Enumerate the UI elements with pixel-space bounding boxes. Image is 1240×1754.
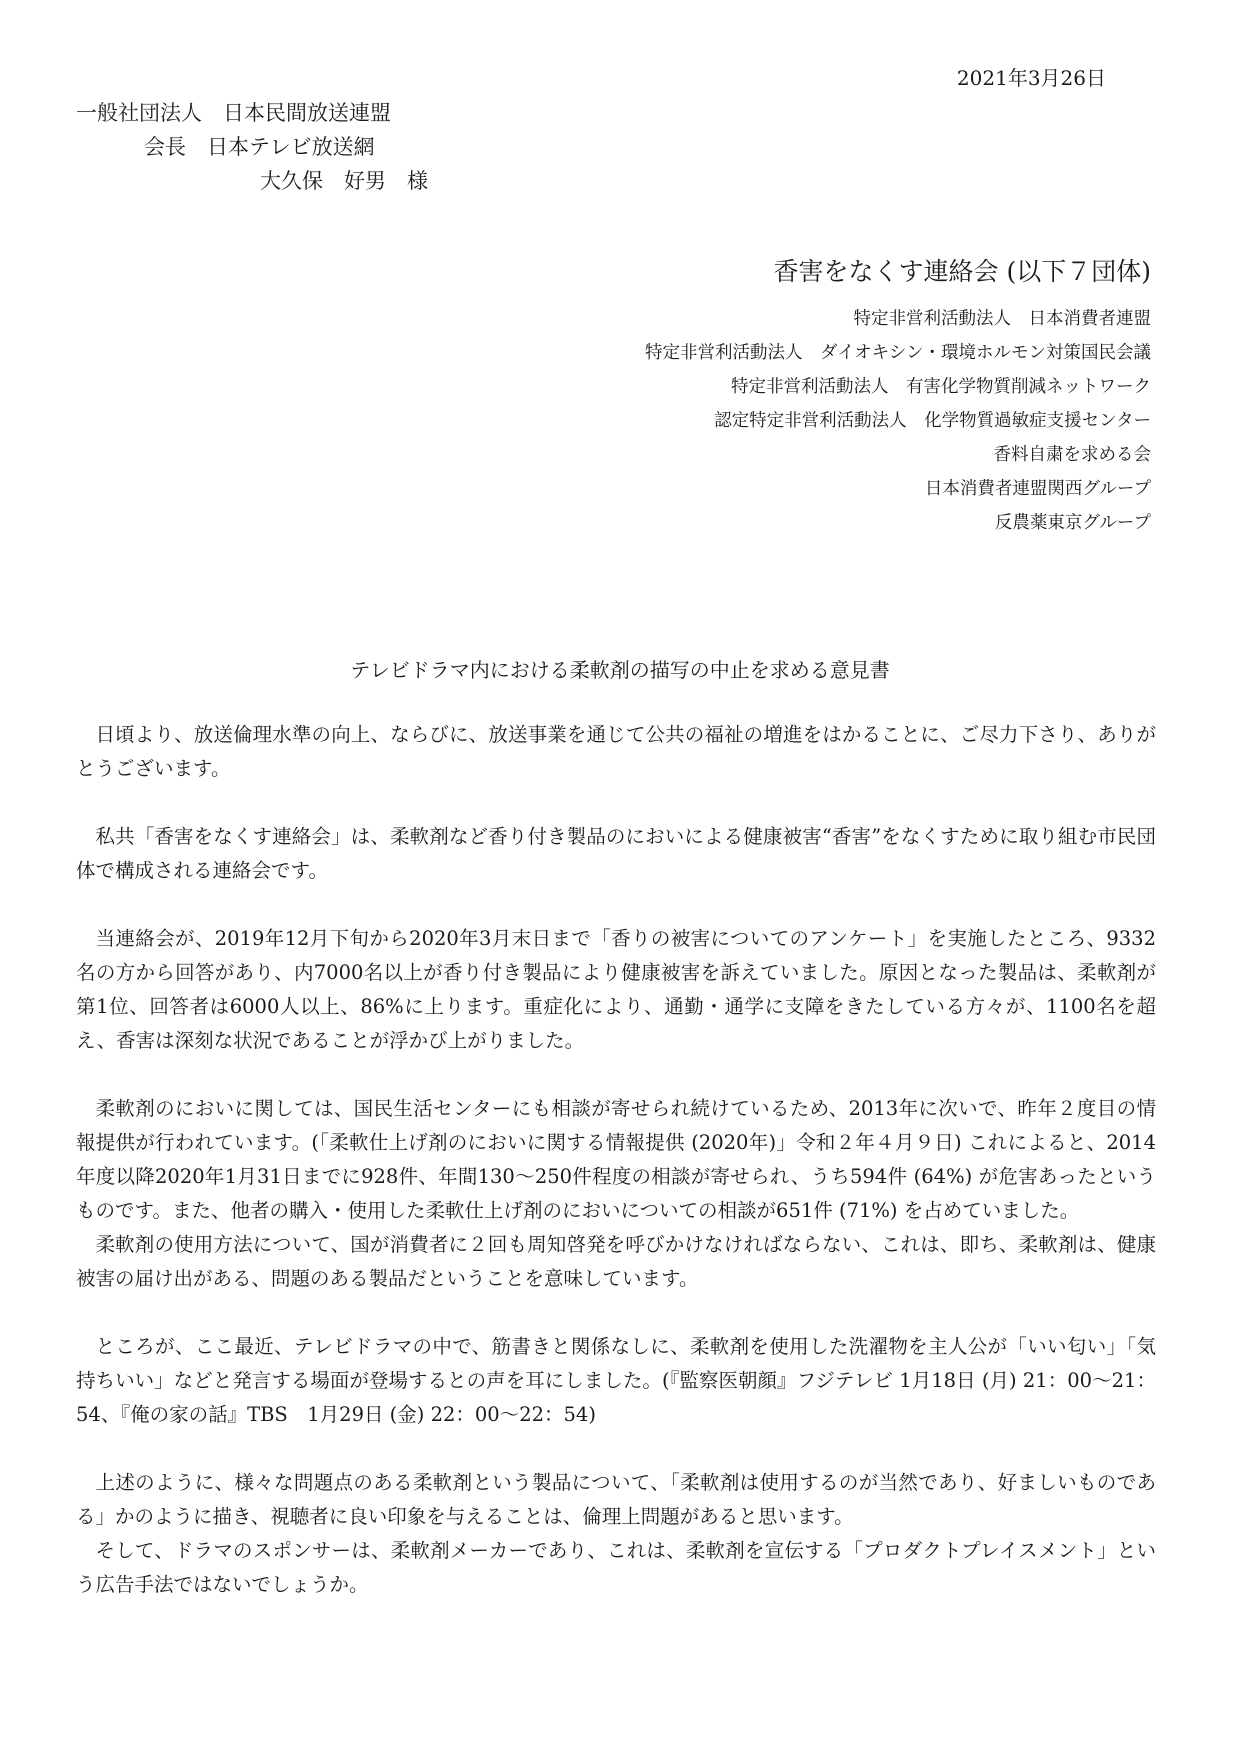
body-paragraph: 柔軟剤の使用方法について、国が消費者に２回も周知啓発を呼びかけなければならない、これは、即ち、柔軟剤は、健康被害の届け出がある、問題のある製品だということを意味しています。 <box>76 1233 1156 1290</box>
sender-member: 反農薬東京グループ <box>994 513 1151 533</box>
sender-member: 特定非営利活動法人 ダイオキシン・環境ホルモン対策国民会議 <box>644 343 1151 363</box>
body-paragraph: ところが、ここ最近、テレビドラマの中で、筋書きと関係なしに、柔軟剤を使用した洗濯物を主人公が「いい匂い」「気持ちいい」などと発言する場面が登場するとの声を耳にしました。(『監察医朝顔』フジテレビ 1月18日 (月) 21：00～21：54、『俺の家の話』TBS 1月29日 (金) 22：00～22：54) <box>76 1335 1156 1426</box>
body-paragraph: 上述のように、様々な問題点のある柔軟剤という製品について、「柔軟剤は使用するのが当然であり、好ましいものである」かのように描き、視聴者に良い印象を与えることは、倫理上問題があると思います。 <box>76 1471 1156 1528</box>
addressee-organization: 一般社団法人 日本民間放送連盟 <box>76 101 391 125</box>
sender-block <box>645 252 1151 540</box>
sender-member: 認定特定非営利活動法人 化学物質過敏症支援センター <box>714 411 1151 431</box>
body-paragraph: 日頃より、放送倫理水準の向上、ならびに、放送事業を通じて公共の福祉の増進をはかることに、ご尽力下さり、ありがとうございます。 <box>76 723 1156 780</box>
addressee-position: 会長 日本テレビ放送網 <box>144 135 375 159</box>
body-paragraph: そして、ドラマのスポンサーは、柔軟剤メーカーであり、これは、柔軟剤を宣伝する「プロダクトプレイスメント」という広告手法ではないでしょうか。 <box>76 1539 1156 1596</box>
sender-name: 香害をなくす連絡会 (以下７団体) <box>773 257 1151 286</box>
sender-member: 特定非営利活動法人 有害化学物質削減ネットワーク <box>731 377 1151 397</box>
addressee-name: 大久保 好男 様 <box>260 169 428 193</box>
sender-member: 特定非営利活動法人 日本消費者連盟 <box>853 309 1151 329</box>
body-paragraph: 私共「香害をなくす連絡会」は、柔軟剤など香り付き製品のにおいによる健康被害“香害”をなくすために取り組む市民団体で構成される連絡会です。 <box>76 825 1156 882</box>
body-paragraph: 当連絡会が、2019年12月下旬から2020年3月末日まで「香りの被害についてのアンケート」を実施したところ、9332名の方から回答があり、内7000名以上が香り付き製品により健康被害を訴えていました。原因となった製品は、柔軟剤が第1位、回答者は6000人以上、86%に上ります。重症化により、通勤・通学に支障をきたしている方々が、1100名を超え、香害は深刻な状況であることが浮かび上がりました。 <box>76 927 1156 1052</box>
letter-body <box>76 718 1156 1602</box>
body-paragraph: 柔軟剤のにおいに関しては、国民生活センターにも相談が寄せられ続けているため、2013年に次いで、昨年２度目の情報提供が行われています。(「柔軟仕上げ剤のにおいに関する情報提供 (2020年)」令和２年４月９日) これによると、2014年度以降2020年1月31日までに928件、年間130～250件程度の相談が寄せられ、うち594件 (64%) が危害あったというものです。また、他者の購入・使用した柔軟仕上げ剤のにおいについての相談が651件 (71%) を占めていました。 <box>76 1097 1156 1222</box>
document-title: テレビドラマ内における柔軟剤の描写の中止を求める意見書 <box>350 658 890 682</box>
addressee-block <box>76 96 428 198</box>
sender-member: 香料自粛を求める会 <box>993 445 1151 465</box>
letter-date: 2021年3月26日 <box>956 66 1106 90</box>
sender-member: 日本消費者連盟関西グループ <box>924 479 1151 499</box>
